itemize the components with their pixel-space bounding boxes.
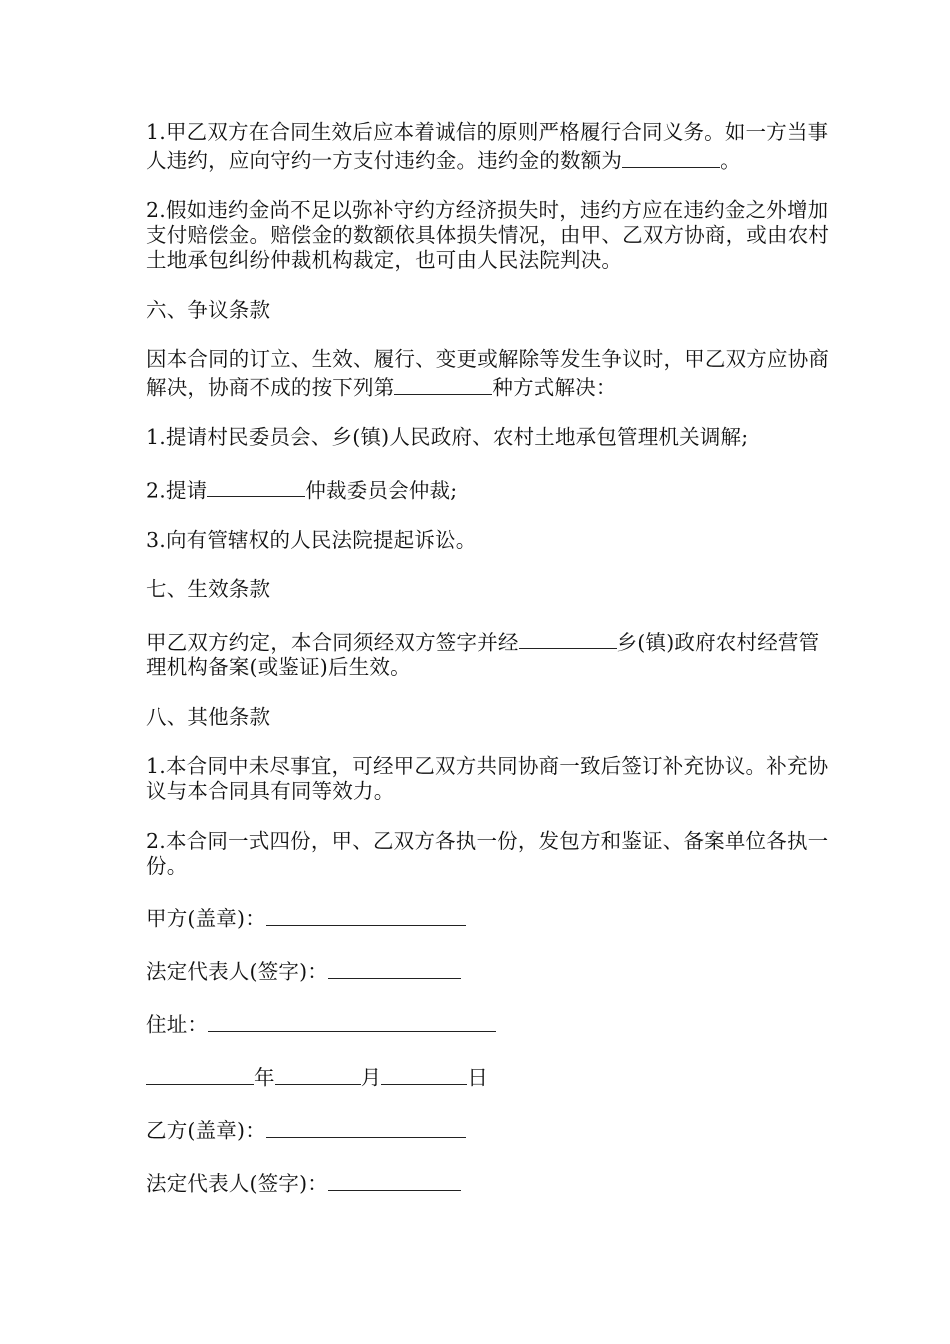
- dispute-option-2-end: 仲裁委员会仲裁;: [305, 478, 458, 503]
- dispute-option-3: 3.向有管辖权的人民法院提起诉讼。: [146, 527, 477, 552]
- party-a-seal-line: [146, 903, 836, 932]
- party-b-seal-line: [146, 1115, 836, 1144]
- party-b-legal-rep-line: [146, 1168, 836, 1197]
- dispute-option-2: [146, 475, 836, 504]
- arbitration-committee-blank: [207, 475, 305, 498]
- address-line: [146, 1009, 836, 1038]
- effect-clause: [146, 627, 836, 681]
- section-heading-effect: 七、生效条款: [146, 577, 271, 602]
- party-a-legal-rep-label: 法定代表人(签字)：: [146, 959, 328, 984]
- effect-clause-text: 甲乙双方约定，本合同须经双方签字并经: [146, 630, 519, 655]
- party-b-seal-label: 乙方(盖章)：: [146, 1118, 266, 1143]
- dispute-intro-text: 因本合同的订立、生效、履行、变更或解除等发生争议时，甲乙双方应协商解决，协商不成的按下列第: [146, 347, 830, 400]
- date-line: [146, 1062, 836, 1091]
- other-clause-1: 1.本合同中未尽事宜，可经甲乙双方共同协商一致后签订补充协议。补充协议与本合同具有同等效力。: [146, 754, 829, 804]
- dispute-option-1: 1.提请村民委员会、乡(镇)人民政府、农村土地承包管理机关调解;: [146, 425, 749, 450]
- day-label: 日: [467, 1065, 489, 1090]
- party-a-legal-rep-line: [146, 956, 836, 985]
- effect-clause-end: 乡(镇)政府农村经营管理机构备案(或鉴证)后生效。: [146, 630, 820, 680]
- dispute-method-blank: [394, 372, 492, 395]
- other-clause-2: 2.本合同一式四份，甲、乙双方各执一份，发包方和鉴证、备案单位各执一份。: [146, 828, 829, 878]
- dispute-intro-end: 种方式解决：: [492, 375, 617, 400]
- year-label: 年: [254, 1065, 275, 1090]
- party-a-seal-blank: [266, 903, 466, 926]
- address-label: 住址：: [146, 1012, 209, 1037]
- party-b-seal-blank: [266, 1115, 466, 1138]
- month-label: 月: [360, 1065, 382, 1090]
- penalty-amount-blank: [622, 145, 720, 168]
- day-blank: [381, 1062, 467, 1085]
- party-a-legal-rep-blank: [328, 956, 461, 979]
- party-b-legal-rep-label: 法定代表人(签字)：: [146, 1171, 328, 1196]
- month-blank: [275, 1062, 361, 1085]
- dispute-intro: [146, 347, 836, 401]
- party-b-legal-rep-blank: [328, 1168, 461, 1191]
- contract-body: [146, 120, 836, 1221]
- breach-clause-2: 2.假如违约金尚不足以弥补守约方经济损失时，违约方应在违约金之外增加支付赔偿金。赔偿金的数额依具体损失情况，由甲、乙双方协商，或由农村土地承包纠纷仲裁机构裁定，也可由人民法院判决。: [146, 198, 830, 273]
- year-blank: [146, 1062, 254, 1085]
- breach-clause-1-text: 1.甲乙双方在合同生效后应本着诚信的原则严格履行合同义务。如一方当事人违约，应向守约一方支付违约金。违约金的数额为: [146, 120, 829, 173]
- breach-clause-1-end: 。: [720, 148, 741, 173]
- address-blank: [208, 1009, 496, 1032]
- section-heading-other: 八、其他条款: [146, 704, 271, 729]
- party-a-seal-label: 甲方(盖章)：: [146, 906, 266, 931]
- township-blank: [519, 627, 617, 650]
- section-heading-dispute: 六、争议条款: [146, 297, 271, 322]
- breach-clause-1: [146, 120, 836, 174]
- dispute-option-2-text: 2.提请: [146, 478, 208, 503]
